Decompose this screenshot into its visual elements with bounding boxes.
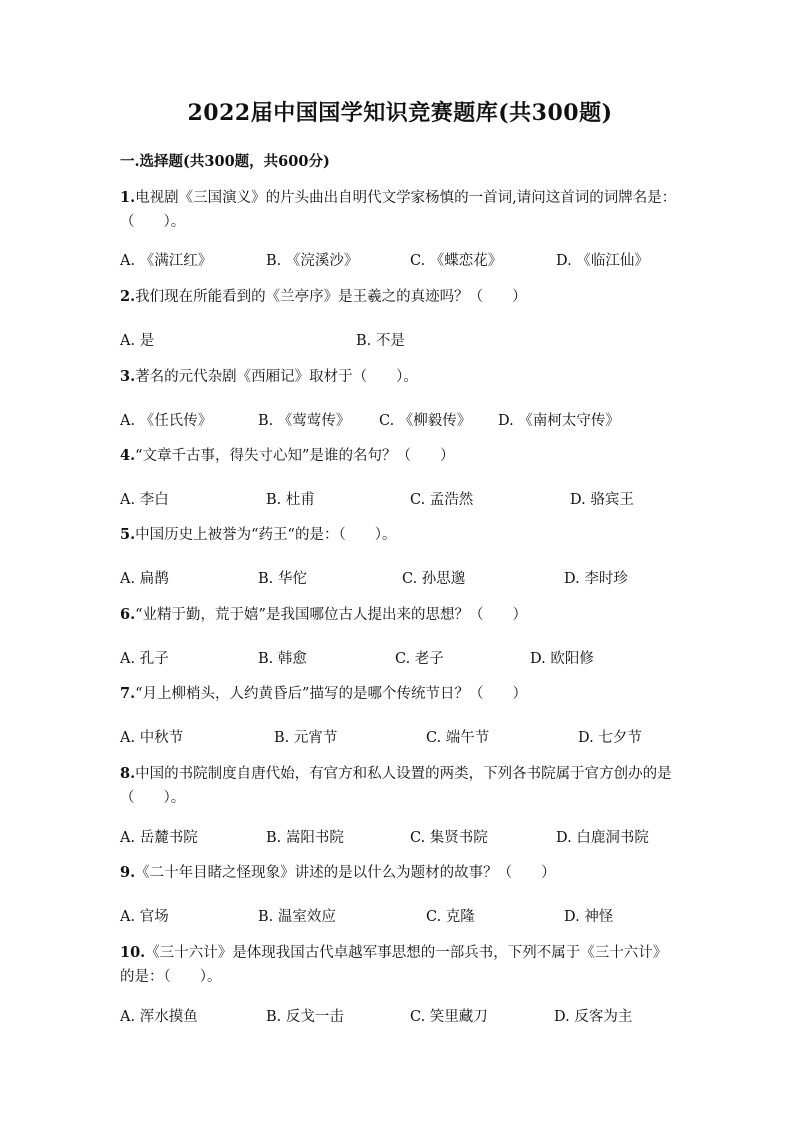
option-c[interactable]: C. 集贤书院 <box>410 830 488 846</box>
option-a[interactable]: A. 孔子 <box>120 651 169 667</box>
option-b[interactable]: B. 不是 <box>356 333 405 349</box>
options-6 <box>120 647 700 669</box>
option-d[interactable]: D. 《南柯太守传》 <box>498 413 620 429</box>
option-c[interactable]: C. 《蝶恋花》 <box>410 253 503 269</box>
option-a[interactable]: A. 岳麓书院 <box>120 830 198 846</box>
option-b[interactable]: B. 杜甫 <box>266 492 315 508</box>
options-1 <box>120 249 700 271</box>
question-text: “文章千古事，得失寸心知”是谁的名句？（ ） <box>135 448 455 464</box>
question-10 <box>120 941 680 989</box>
question-number: 4. <box>120 447 136 464</box>
option-a[interactable]: A. 扁鹊 <box>120 571 169 587</box>
option-a[interactable]: A. 官场 <box>120 909 169 925</box>
section-heading: 一.选择题(共300题，共600分) <box>120 153 330 170</box>
question-text: “业精于勤，荒于嬉”是我国哪位古人提出来的思想？（ ） <box>135 607 527 623</box>
option-a[interactable]: A. 中秋节 <box>120 730 184 746</box>
option-b[interactable]: B. 《浣溪沙》 <box>266 253 359 269</box>
option-d[interactable]: D. 七夕节 <box>578 730 642 746</box>
options-7 <box>120 726 700 748</box>
question-number: 1. <box>120 189 136 206</box>
question-number: 6. <box>120 606 136 623</box>
options-2 <box>120 329 700 351</box>
question-3 <box>120 365 680 389</box>
option-b[interactable]: B. 嵩阳书院 <box>266 830 344 846</box>
option-d[interactable]: D. 欧阳修 <box>530 651 594 667</box>
question-number: 10. <box>120 944 146 961</box>
page-title: 2022届中国国学知识竞赛题库(共300题) <box>187 100 613 126</box>
question-text: 《三十六计》是体现我国古代卓越军事思想的一部兵书，下列不属于《三十六计》的是：（ ）。 <box>120 945 668 985</box>
options-4 <box>120 488 700 510</box>
options-9 <box>120 905 700 927</box>
question-text: 《二十年目睹之怪现象》讲述的是以什么为题材的故事？（ ） <box>135 865 556 881</box>
option-b[interactable]: B. 韩愈 <box>258 651 307 667</box>
question-1 <box>120 186 680 234</box>
option-b[interactable]: B. 《莺莺传》 <box>258 413 351 429</box>
question-number: 3. <box>120 368 136 385</box>
question-4 <box>120 444 680 468</box>
option-a[interactable]: A. 是 <box>120 333 155 349</box>
option-c[interactable]: C. 端午节 <box>426 730 490 746</box>
option-c[interactable]: C. 孟浩然 <box>410 492 474 508</box>
question-number: 2. <box>120 288 136 305</box>
option-d[interactable]: D. 李时珍 <box>564 571 628 587</box>
question-number: 5. <box>120 526 136 543</box>
options-3 <box>120 409 700 431</box>
option-a[interactable]: A. 《任氏传》 <box>120 413 213 429</box>
options-8 <box>120 826 700 848</box>
option-c[interactable]: C. 老子 <box>395 651 444 667</box>
question-text: “月上柳梢头，人约黄昏后”描写的是哪个传统节日？（ ） <box>135 686 527 702</box>
option-d[interactable]: D. 白鹿洞书院 <box>556 830 649 846</box>
option-a[interactable]: A. 李白 <box>120 492 169 508</box>
question-text: 著名的元代杂剧《西厢记》取材于（ ）。 <box>135 369 418 385</box>
option-d[interactable]: D. 反客为主 <box>554 1009 633 1025</box>
options-10 <box>120 1005 700 1027</box>
option-c[interactable]: C. 孙思邈 <box>402 571 466 587</box>
option-c[interactable]: C. 克隆 <box>426 909 475 925</box>
option-b[interactable]: B. 温室效应 <box>258 909 336 925</box>
question-9 <box>120 861 680 885</box>
question-2 <box>120 285 680 309</box>
question-6 <box>120 603 680 627</box>
question-text: 中国历史上被誉为“药王“的是：（ ）。 <box>135 527 397 543</box>
question-number: 9. <box>120 864 136 881</box>
question-8 <box>120 762 680 810</box>
option-b[interactable]: B. 华佗 <box>258 571 307 587</box>
option-c[interactable]: C. 《柳毅传》 <box>379 413 472 429</box>
option-b[interactable]: B. 反戈一击 <box>266 1009 344 1025</box>
question-number: 8. <box>120 765 136 782</box>
option-a[interactable]: A. 浑水摸鱼 <box>120 1009 198 1025</box>
option-a[interactable]: A. 《满江红》 <box>120 253 213 269</box>
question-5 <box>120 523 680 547</box>
question-text: 电视剧《三国演义》的片头曲出自明代文学家杨慎的一首词,请问这首词的词牌名是：（ ）。 <box>120 190 677 230</box>
question-number: 7. <box>120 685 136 702</box>
option-b[interactable]: B. 元宵节 <box>274 730 338 746</box>
options-5 <box>120 567 700 589</box>
option-c[interactable]: C. 笑里藏刀 <box>410 1009 488 1025</box>
option-d[interactable]: D. 神怪 <box>564 909 614 925</box>
question-7 <box>120 682 680 706</box>
question-text: 中国的书院制度自唐代始，有官方和私人设置的两类，下列各书院属于官方创办的是（ ）。 <box>120 766 672 806</box>
option-d[interactable]: D. 骆宾王 <box>570 492 634 508</box>
question-text: 我们现在所能看到的《兰亭序》是王羲之的真迹吗？（ ） <box>135 289 527 305</box>
option-d[interactable]: D. 《临江仙》 <box>556 253 649 269</box>
